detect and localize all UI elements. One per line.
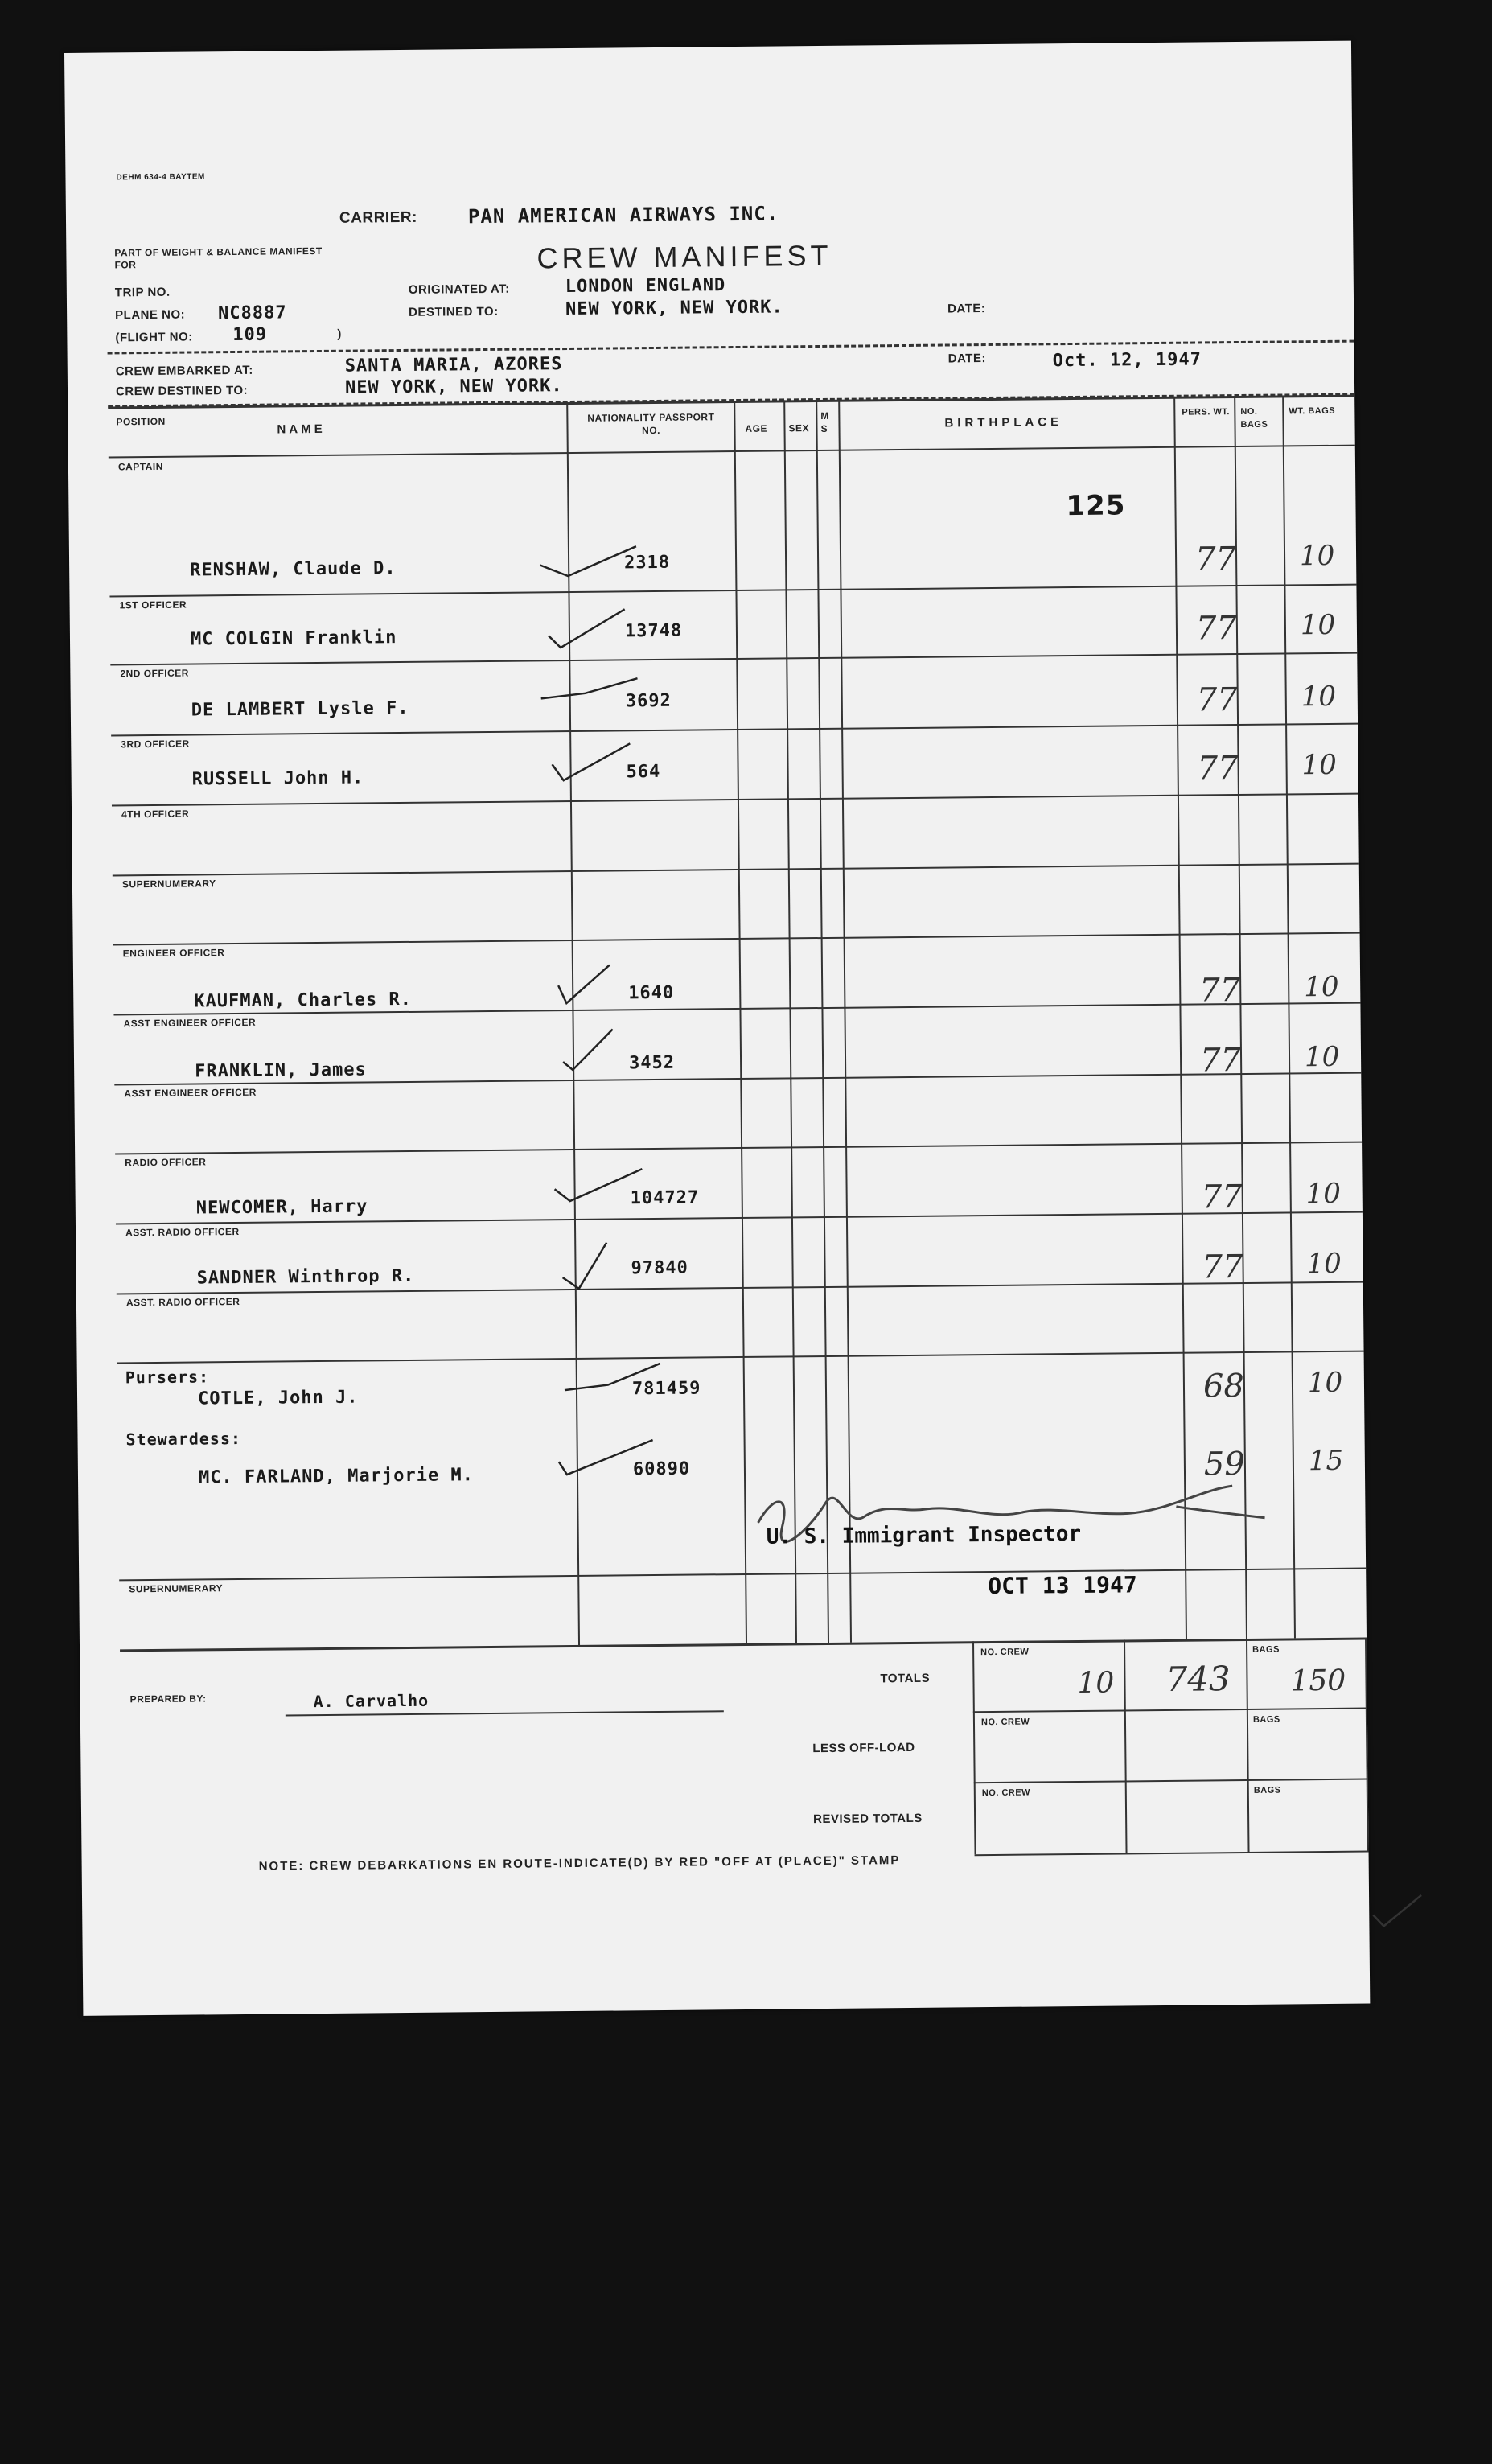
carrier-value: PAN AMERICAN AIRWAYS INC. <box>467 202 779 228</box>
crew-pers-wt: 77 <box>1195 610 1238 648</box>
less-offload-label: LESS OFF-LOAD <box>812 1740 915 1756</box>
check-mark-icon <box>557 1025 622 1074</box>
prepared-by-value: A. Carvalho <box>313 1690 430 1712</box>
column-divider <box>816 400 829 1643</box>
no-crew-label: NO. CREW <box>980 1717 1030 1728</box>
row-border <box>117 1351 1364 1364</box>
flight-value: 109 <box>232 324 268 346</box>
crew-pers-wt: 59 <box>1203 1445 1246 1483</box>
carrier-label: CARRIER: <box>339 208 417 227</box>
row-border <box>119 1568 1366 1582</box>
total-crew: 10 <box>1077 1666 1115 1701</box>
inspector-stamp-date: OCT 13 1947 <box>988 1571 1137 1600</box>
totals-border <box>973 1708 1367 1713</box>
row-border <box>111 723 1358 737</box>
crew-pers-wt: 77 <box>1197 750 1239 788</box>
crew-pers-wt: 77 <box>1202 1248 1243 1286</box>
no-crew-label: NO. CREW <box>981 1787 1031 1799</box>
crew-passport: 2318 <box>623 552 671 574</box>
crew-wt-bags: 10 <box>1300 608 1336 642</box>
section-captain: CAPTAIN <box>117 460 163 473</box>
crew-wt-bags: 10 <box>1299 539 1335 573</box>
check-mark-icon <box>536 675 641 708</box>
section-fourth-officer: 4TH OFFICER <box>121 808 190 821</box>
section-asst-engineer: ASST ENGINEER OFFICER <box>123 1016 257 1030</box>
crew-pers-wt: 77 <box>1199 972 1241 1010</box>
check-mark-icon <box>552 961 617 1010</box>
prepared-by-line <box>286 1710 724 1716</box>
crew-pers-wt: 68 <box>1202 1367 1245 1405</box>
row-border <box>112 793 1358 807</box>
bags-label: BAGS <box>1253 1785 1281 1796</box>
row-border <box>113 932 1360 946</box>
section-second-officer: 2ND OFFICER <box>120 667 189 680</box>
crew-name: MC. FARLAND, Marjorie M. <box>198 1465 475 1488</box>
inspector-signature-icon <box>750 1473 1313 1567</box>
crew-name: RUSSELL John H. <box>191 767 364 790</box>
section-supernumerary: SUPERNUMERARY <box>121 878 216 891</box>
column-divider <box>783 400 797 1643</box>
inspector-title: U. S. Immigrant Inspector <box>766 1521 1082 1549</box>
row-border <box>110 652 1357 666</box>
no-crew-label: NO. CREW <box>980 1647 1030 1658</box>
flight-label: (FLIGHT NO: <box>115 330 193 345</box>
destined-value: NEW YORK, NEW YORK. <box>565 297 783 320</box>
originated-label: ORIGINATED AT: <box>408 282 510 297</box>
totals-border <box>1246 1639 1250 1852</box>
total-bags: 150 <box>1290 1664 1346 1698</box>
section-stewardess: Stewardess: <box>125 1428 242 1450</box>
section-radio-officer: RADIO OFFICER <box>125 1156 207 1169</box>
table-header-border <box>109 445 1355 459</box>
section-first-officer: 1ST OFFICER <box>119 599 187 611</box>
total-pers-wt: 743 <box>1165 1659 1231 1699</box>
page-number: 125 <box>1066 489 1126 523</box>
column-divider <box>734 401 747 1643</box>
row-border <box>113 863 1359 877</box>
position-header: POSITION <box>116 415 166 428</box>
section-engineer-officer: ENGINEER OFFICER <box>122 947 225 960</box>
name-header: NAME <box>277 422 326 437</box>
section-supernumerary: SUPERNUMERARY <box>129 1582 224 1595</box>
check-mark-icon <box>549 1164 646 1205</box>
crew-passport: 104727 <box>630 1187 700 1209</box>
footer-note: NOTE: CREW DEBARKATIONS EN ROUTE-INDICATE(D) BY RED "OFF AT (PLACE)" STAMP <box>258 1853 901 1874</box>
crew-pers-wt: 77 <box>1199 1042 1242 1080</box>
crew-wt-bags: 15 <box>1308 1444 1344 1478</box>
crew-name: DE LAMBERT Lysle F. <box>191 697 409 721</box>
totals-border <box>1365 1638 1369 1851</box>
date-label: DATE: <box>947 352 986 366</box>
row-border <box>115 1142 1362 1155</box>
totals-border <box>975 1851 1369 1857</box>
pers-wt-header: PERS. WT. <box>1182 407 1230 418</box>
crew-destined-label: CREW DESTINED TO: <box>115 383 249 399</box>
section-asst-engineer: ASST ENGINEER OFFICER <box>124 1086 257 1100</box>
crew-wt-bags: 10 <box>1306 1247 1342 1281</box>
check-mark-icon <box>553 1435 658 1480</box>
flight-close: ) <box>337 327 342 341</box>
date-label-top: DATE: <box>947 302 986 316</box>
check-mark-icon <box>536 540 640 581</box>
crew-passport: 97840 <box>631 1257 688 1279</box>
manifest-title: CREW MANIFEST <box>536 238 832 275</box>
column-divider <box>1173 397 1187 1639</box>
crew-passport: 60890 <box>632 1458 691 1480</box>
check-mark-icon <box>540 603 630 652</box>
crew-passport: 1640 <box>628 982 675 1004</box>
wt-bags-header: WT. BAGS <box>1289 405 1336 417</box>
sex-header: SEX <box>788 422 810 434</box>
table-top-border <box>108 395 1354 409</box>
no-bags-header: NO. BAGS <box>1240 406 1268 430</box>
birthplace-header: BIRTHPLACE <box>944 415 1063 430</box>
totals-border <box>974 1779 1368 1784</box>
trip-label: TRIP NO. <box>114 285 171 300</box>
age-header: AGE <box>745 422 768 434</box>
crew-name: FRANKLIN, James <box>195 1059 367 1082</box>
crew-manifest-sheet <box>64 41 1370 2016</box>
check-mark-icon <box>545 739 635 788</box>
embarked-value: SANTA MARIA, AZORES <box>344 354 563 376</box>
crew-destined-value: NEW YORK, NEW YORK. <box>344 376 563 398</box>
originated-value: LONDON ENGLAND <box>565 275 726 298</box>
crew-wt-bags: 10 <box>1304 970 1339 1004</box>
crew-passport: 3452 <box>628 1052 676 1074</box>
form-code: DEHM 634-4 BAYTEM <box>116 172 205 183</box>
crew-wt-bags: 10 <box>1307 1366 1343 1400</box>
crew-name: KAUFMAN, Charles R. <box>194 989 413 1012</box>
crew-wt-bags: 10 <box>1301 748 1338 782</box>
bags-label: BAGS <box>1252 1644 1280 1655</box>
check-mark-icon <box>554 1238 619 1295</box>
crew-passport: 781459 <box>631 1378 701 1400</box>
bags-label: BAGS <box>1252 1714 1280 1725</box>
section-third-officer: 3RD OFFICER <box>121 738 190 751</box>
revised-totals-label: REVISED TOTALS <box>813 1811 923 1827</box>
row-border <box>109 584 1356 598</box>
crew-wt-bags: 10 <box>1301 680 1337 714</box>
ms-header: M S <box>820 409 829 434</box>
section-asst-radio: ASST. RADIO OFFICER <box>125 1225 240 1239</box>
crew-name: COTLE, John J. <box>197 1387 359 1409</box>
section-asst-radio: ASST. RADIO OFFICER <box>125 1295 240 1309</box>
crew-pers-wt: 77 <box>1194 541 1237 578</box>
prepared-by-label: PREPARED BY: <box>129 1693 207 1705</box>
totals-label: TOTALS <box>880 1671 931 1686</box>
date-value: Oct. 12, 1947 <box>1052 349 1202 372</box>
crew-passport: 3692 <box>625 690 672 712</box>
crew-passport: 564 <box>626 761 661 783</box>
crew-name: NEWCOMER, Harry <box>195 1196 368 1219</box>
crew-name: SANDNER Winthrop R. <box>196 1265 415 1289</box>
plane-label: PLANE NO: <box>115 307 186 323</box>
embarked-label: CREW EMBARKED AT: <box>115 363 253 379</box>
table-bottom-border <box>120 1638 1367 1652</box>
plane-value: NC8887 <box>217 302 287 324</box>
check-mark-icon <box>560 1357 664 1398</box>
crew-name: MC COLGIN Franklin <box>190 627 397 650</box>
totals-border <box>1124 1639 1128 1853</box>
crew-pers-wt: 77 <box>1201 1179 1243 1216</box>
column-divider <box>1282 395 1296 1638</box>
nationality-header: NATIONALITY PASSPORT NO. <box>587 411 715 437</box>
crew-name: RENSHAW, Claude D. <box>190 558 397 581</box>
crew-pers-wt: 77 <box>1196 681 1238 719</box>
crew-wt-bags: 10 <box>1304 1040 1340 1074</box>
column-divider <box>838 400 852 1643</box>
destined-label: DESTINED TO: <box>409 304 499 319</box>
part-of-label: PART OF WEIGHT & BALANCE MANIFEST FOR <box>114 245 323 271</box>
section-pursers: Pursers: <box>125 1367 210 1388</box>
crew-wt-bags: 10 <box>1305 1177 1342 1211</box>
totals-border <box>972 1641 976 1854</box>
crew-passport: 13748 <box>624 620 683 642</box>
check-mark-icon <box>1369 1890 1425 1931</box>
